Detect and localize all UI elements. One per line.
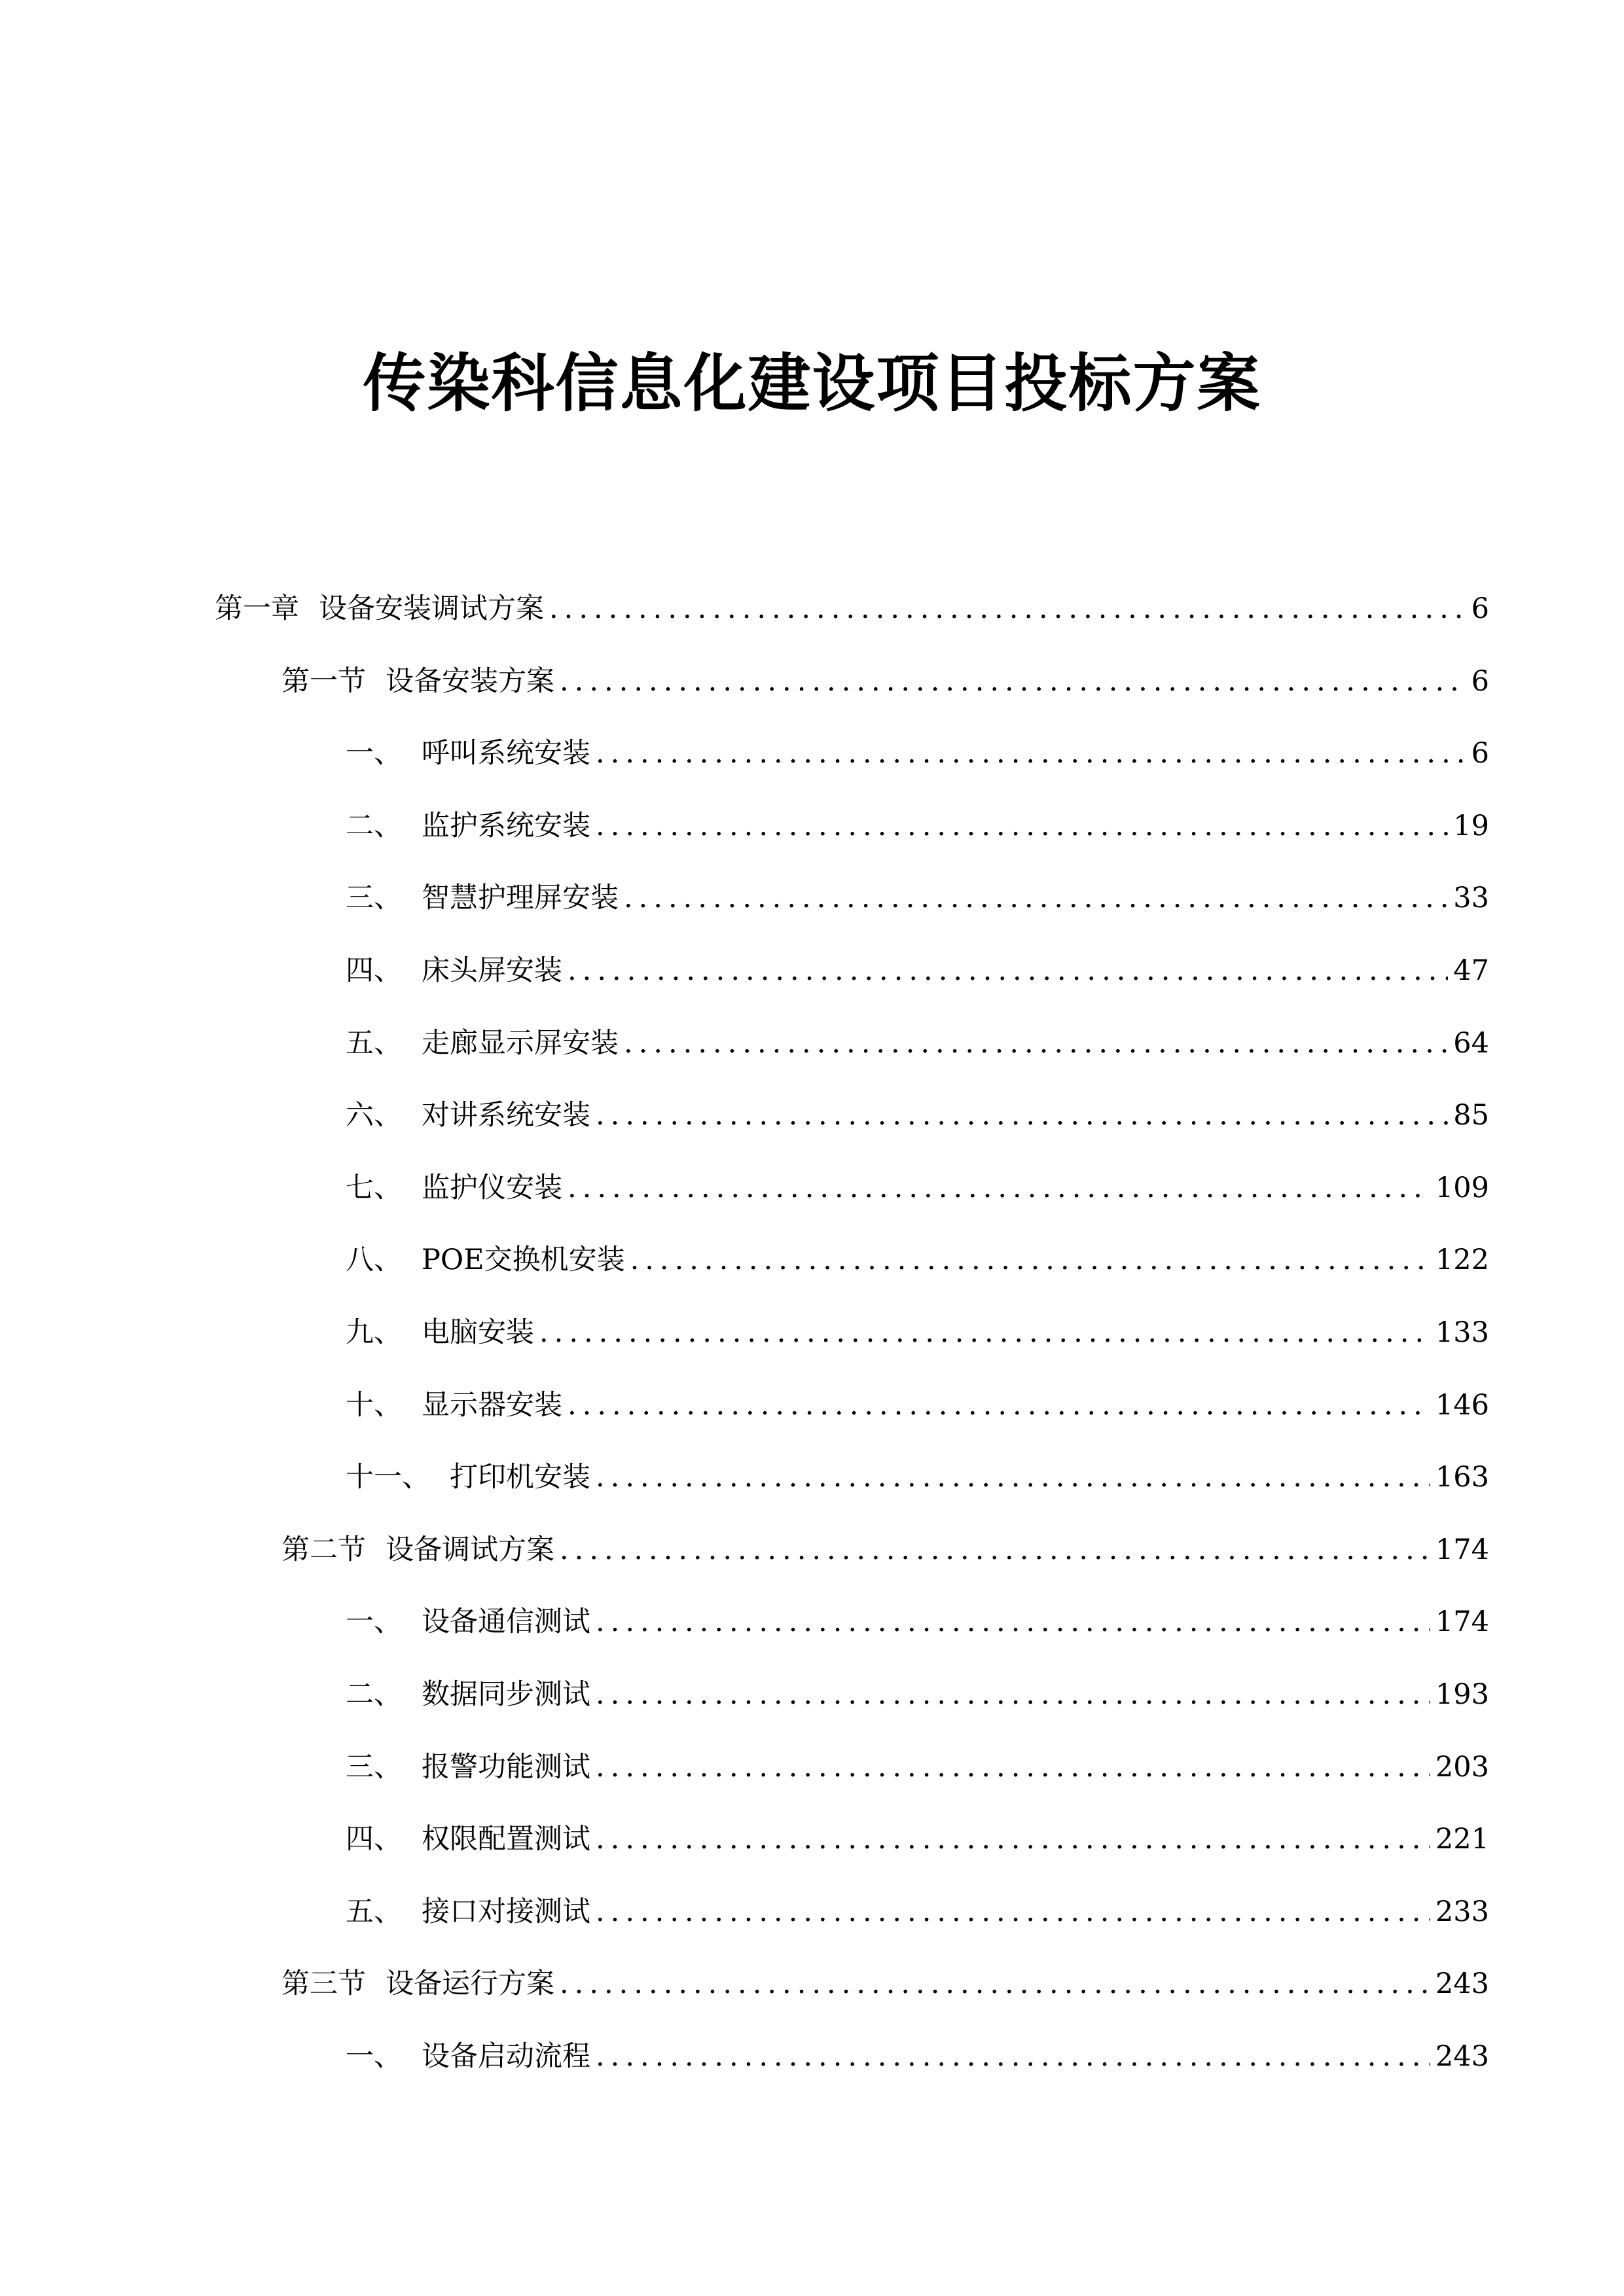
- dot-leader: [568, 1168, 1430, 1208]
- toc-entry-title: 走廊显示屏安装: [422, 1026, 619, 1060]
- toc-entry-title: 报警功能测试: [422, 1750, 590, 1784]
- toc-entry-page: 6: [1471, 737, 1489, 770]
- toc-entry-number: 二、: [346, 1678, 402, 1711]
- dot-leader: [596, 1602, 1430, 1641]
- dot-leader: [568, 1386, 1430, 1425]
- dot-leader: [549, 589, 1466, 628]
- toc-entry-page: 243: [1435, 2040, 1489, 2073]
- toc-entry-page: 19: [1453, 809, 1489, 842]
- toc-entry-number: 第二节: [281, 1533, 366, 1566]
- toc-entry-title: 电脑安装: [422, 1316, 534, 1349]
- dot-leader: [630, 1240, 1430, 1280]
- toc-entry[interactable]: [346, 2037, 1489, 2076]
- toc-entry-number: 五、: [346, 1895, 402, 1928]
- dot-leader: [560, 1964, 1430, 2003]
- toc-entry-page: 6: [1471, 592, 1489, 625]
- toc-entry[interactable]: [346, 806, 1489, 846]
- toc-entry[interactable]: [346, 1024, 1489, 1063]
- toc-entry[interactable]: [346, 1386, 1489, 1425]
- toc-entry[interactable]: [346, 1820, 1489, 1859]
- toc-entry-title: 对讲系统安装: [422, 1099, 590, 1132]
- toc-entry-title: 智慧护理屏安装: [422, 882, 619, 915]
- toc-entry[interactable]: [346, 734, 1489, 773]
- dot-leader: [596, 1458, 1430, 1497]
- toc-entry-title: 接口对接测试: [422, 1895, 590, 1928]
- toc-entry-number: 第一节: [281, 664, 366, 698]
- dot-leader: [596, 1820, 1430, 1859]
- toc-entry-number: 二、: [346, 809, 402, 842]
- toc-entry-page: 233: [1435, 1895, 1489, 1928]
- toc-entry-page: 203: [1435, 1750, 1489, 1784]
- document-title: 传染科信息化建设项目投标方案: [363, 347, 1261, 420]
- dot-leader: [539, 1313, 1430, 1352]
- toc-entry[interactable]: [215, 589, 1489, 628]
- toc-entry-number: 一、: [346, 737, 402, 770]
- toc-entry-number: 第三节: [281, 1967, 366, 2001]
- toc-entry-page: 64: [1453, 1026, 1489, 1060]
- toc-entry[interactable]: [346, 1313, 1489, 1352]
- toc-entry-number: 九、: [346, 1316, 402, 1349]
- toc-entry[interactable]: [346, 1748, 1489, 1787]
- toc-entry-title: 设备运行方案: [386, 1967, 554, 2001]
- toc-entry[interactable]: [281, 662, 1489, 701]
- toc-entry-title: 设备安装调试方案: [319, 592, 544, 625]
- dot-leader: [596, 1892, 1430, 1931]
- toc-entry-title: 打印机安装: [450, 1461, 590, 1494]
- toc-entry-page: 221: [1435, 1823, 1489, 1856]
- toc-entry-title: 显示器安装: [422, 1388, 562, 1422]
- toc-entry-page: 85: [1453, 1099, 1489, 1132]
- toc-entry-number: 一、: [346, 1605, 402, 1639]
- toc-entry-page: 33: [1453, 882, 1489, 915]
- dot-leader: [568, 951, 1448, 990]
- toc-entry-page: 133: [1435, 1316, 1489, 1349]
- toc-entry[interactable]: [346, 1892, 1489, 1931]
- toc-entry-number: 一、: [346, 2040, 402, 2073]
- toc-entry[interactable]: [346, 878, 1489, 918]
- dot-leader: [596, 2037, 1430, 2076]
- toc-entry-title: 监护系统安装: [422, 809, 590, 842]
- dot-leader: [596, 734, 1466, 773]
- toc-entry-number: 八、: [346, 1244, 402, 1277]
- toc-entry-title: 设备通信测试: [422, 1605, 590, 1639]
- toc-entry-title: 床头屏安装: [422, 954, 562, 987]
- toc-entry[interactable]: [346, 951, 1489, 990]
- toc-entry[interactable]: [346, 1458, 1489, 1497]
- toc-entry-page: 6: [1471, 664, 1489, 698]
- toc-entry-title: 设备调试方案: [386, 1533, 554, 1566]
- toc-entry-number: 十一、: [346, 1461, 430, 1494]
- toc-entry-number: 四、: [346, 1823, 402, 1856]
- toc-entry-title: 设备启动流程: [422, 2040, 590, 2073]
- dot-leader: [560, 662, 1466, 701]
- toc-entry[interactable]: [281, 1530, 1489, 1570]
- toc-entry-page: 47: [1453, 954, 1489, 987]
- dot-leader: [596, 1748, 1430, 1787]
- toc-entry-number: 三、: [346, 1750, 402, 1784]
- toc-entry[interactable]: [346, 1096, 1489, 1135]
- toc-entry[interactable]: [346, 1168, 1489, 1208]
- toc-entry-title: 设备安装方案: [386, 664, 554, 698]
- toc-entry-page: 163: [1435, 1461, 1489, 1494]
- toc-entry-page: 174: [1435, 1533, 1489, 1566]
- toc-entry-number: 六、: [346, 1099, 402, 1132]
- dot-leader: [624, 878, 1448, 918]
- toc-entry-title: POE交换机安装: [422, 1244, 625, 1277]
- toc-entry[interactable]: [346, 1240, 1489, 1280]
- toc-entry-title: 权限配置测试: [422, 1823, 590, 1856]
- toc-entry-title: 数据同步测试: [422, 1678, 590, 1711]
- toc-entry-number: 第一章: [215, 592, 299, 625]
- toc-entry[interactable]: [281, 1964, 1489, 2003]
- dot-leader: [560, 1530, 1430, 1570]
- dot-leader: [596, 1096, 1448, 1135]
- toc-entry-number: 四、: [346, 954, 402, 987]
- toc-entry-page: 174: [1435, 1605, 1489, 1639]
- toc-entry-page: 193: [1435, 1678, 1489, 1711]
- toc-entry-page: 109: [1435, 1171, 1489, 1204]
- toc-entry-number: 三、: [346, 882, 402, 915]
- dot-leader: [624, 1024, 1448, 1063]
- toc-entry-title: 监护仪安装: [422, 1171, 562, 1204]
- toc-entry-page: 243: [1435, 1967, 1489, 2001]
- toc-entry-title: 呼叫系统安装: [422, 737, 590, 770]
- toc-entry-page: 146: [1435, 1388, 1489, 1422]
- dot-leader: [596, 1675, 1430, 1714]
- toc-entry[interactable]: [346, 1602, 1489, 1641]
- toc-entry-page: 122: [1435, 1244, 1489, 1277]
- toc-entry[interactable]: [346, 1675, 1489, 1714]
- dot-leader: [596, 806, 1448, 846]
- toc-entry-number: 五、: [346, 1026, 402, 1060]
- toc-entry-number: 七、: [346, 1171, 402, 1204]
- toc-entry-number: 十、: [346, 1388, 402, 1422]
